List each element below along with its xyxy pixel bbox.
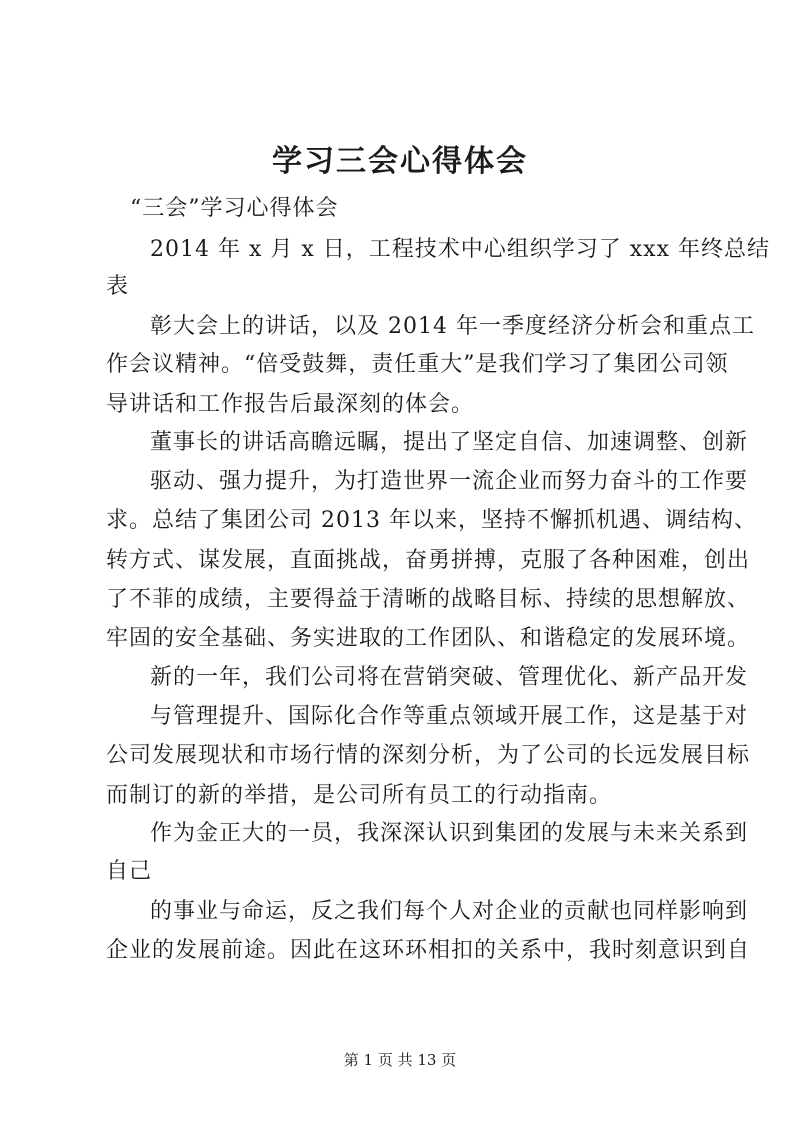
document-title: 学习三会心得体会 (272, 144, 528, 179)
body-line: 企业的发展前途。因此在这环环相扣的关系中，我时刻意识到自 (106, 938, 751, 963)
body-line: 表 (106, 274, 130, 299)
body-line: 转方式、谋发展，直面挑战，奋勇拼搏，克服了各种困难，创出 (106, 548, 751, 573)
page-number-footer: 第 1 页 共 13 页 (343, 1051, 457, 1069)
body-line: 自己 (106, 859, 153, 884)
body-line: 作为金正大的一员，我深深认识到集团的发展与未来关系到 (150, 821, 749, 846)
body-line: “三会”学习心得体会 (130, 196, 339, 221)
body-line: 导讲话和工作报告后最深刻的体会。 (106, 392, 475, 417)
body-line: 彰大会上的讲话，以及 2014 年一季度经济分析会和重点工 (150, 314, 755, 339)
body-line: 的事业与命运，反之我们每个人对企业的贡献也同样影响到 (150, 899, 749, 924)
body-line: 作会议精神。“倍受鼓舞，责任重大”是我们学习了集团公司领 (106, 352, 729, 377)
body-line: 驱动、强力提升，为打造世界一流企业而努力奋斗的工作要 (150, 469, 749, 494)
body-line: 公司发展现状和市场行情的深刻分析，为了公司的长远发展目标 (106, 743, 751, 768)
body-line: 新的一年，我们公司将在营销突破、管理优化、新产品开发 (150, 665, 749, 690)
body-line: 而制订的新的举措，是公司所有员工的行动指南。 (106, 783, 613, 808)
body-line: 2014 年 x 月 x 日，工程技术中心组织学习了 xxx 年终总结 (150, 237, 770, 262)
body-line: 董事长的讲话高瞻远瞩，提出了坚定自信、加速调整、创新 (150, 430, 749, 455)
body-line: 求。总结了集团公司 2013 年以来，坚持不懈抓机遇、调结构、 (106, 508, 757, 533)
body-line: 了不菲的成绩，主要得益于清晰的战略目标、持续的思想解放、 (106, 587, 751, 612)
body-line: 牢固的安全基础、务实进取的工作团队、和谐稳定的发展环境。 (106, 626, 751, 651)
body-line: 与管理提升、国际化合作等重点领域开展工作，这是基于对 (150, 704, 749, 729)
